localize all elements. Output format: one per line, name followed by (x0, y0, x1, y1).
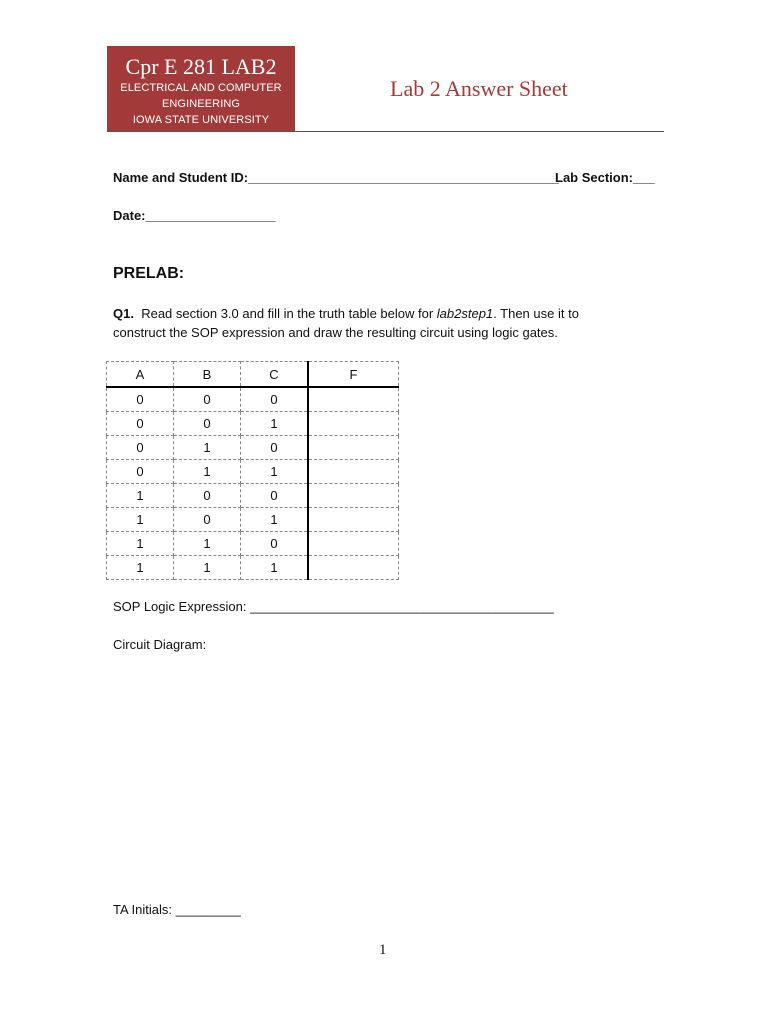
q1-circuit-name: lab2step1 (436, 306, 494, 321)
name-id-label: Name and Student ID: (113, 170, 249, 185)
name-id-row (113, 170, 559, 185)
cell-b: 1 (174, 460, 241, 484)
cell-b: 1 (174, 532, 241, 556)
course-title: Cpr E 281 LAB2 (125, 54, 277, 79)
date-label: Date: (113, 208, 146, 223)
sop-label: SOP Logic Expression: (113, 599, 251, 614)
ta-initials-blank[interactable]: _________ (175, 902, 241, 917)
q1-line-1 (113, 306, 579, 321)
lab-section-row (555, 170, 655, 185)
university-name: IOWA STATE UNIVERSITY (132, 114, 270, 126)
q1-label: Q1. (113, 306, 134, 321)
cell-f-input[interactable] (308, 436, 399, 460)
header-b: B (174, 362, 241, 388)
cell-c: 1 (241, 508, 309, 532)
cell-f-input[interactable] (308, 532, 399, 556)
cell-a: 1 (107, 484, 174, 508)
q1-text-a: Read section 3.0 and fill in the truth table below for (141, 306, 437, 321)
table-row (107, 532, 399, 556)
cell-b: 1 (174, 436, 241, 460)
sop-row (113, 599, 554, 614)
cell-a: 0 (107, 412, 174, 436)
cell-a: 1 (107, 532, 174, 556)
header-f: F (308, 362, 399, 388)
sheet-title: Lab 2 Answer Sheet (390, 76, 568, 101)
table-row (107, 508, 399, 532)
cell-c: 1 (241, 556, 309, 580)
table-row (107, 484, 399, 508)
cell-b: 0 (174, 412, 241, 436)
prelab-heading: PRELAB: (113, 265, 185, 282)
date-row (113, 208, 276, 223)
q1-text-b: . Then use it to (493, 306, 579, 321)
cell-c: 0 (241, 484, 309, 508)
cell-a: 0 (107, 460, 174, 484)
cell-c: 1 (241, 460, 309, 484)
cell-a: 0 (107, 387, 174, 412)
header-divider (107, 131, 664, 132)
truth-table (106, 361, 399, 580)
course-banner (107, 46, 295, 131)
cell-c: 0 (241, 387, 309, 412)
lab-section-label: Lab Section: (555, 170, 634, 185)
cell-a: 1 (107, 508, 174, 532)
table-row (107, 387, 399, 412)
cell-c: 0 (241, 436, 309, 460)
department-line-2: ENGINEERING (161, 98, 241, 110)
cell-f-input[interactable] (308, 508, 399, 532)
page-number: 1 (379, 942, 387, 958)
name-id-blank[interactable]: ___________________________________________ (248, 170, 559, 185)
header-a: A (107, 362, 174, 388)
cell-f-input[interactable] (308, 412, 399, 436)
cell-b: 0 (174, 387, 241, 412)
cell-f-input[interactable] (308, 387, 399, 412)
cell-b: 1 (174, 556, 241, 580)
circuit-diagram-label: Circuit Diagram: (113, 637, 207, 652)
cell-b: 0 (174, 484, 241, 508)
cell-f-input[interactable] (308, 460, 399, 484)
truth-table-header-row (107, 362, 399, 388)
sop-blank[interactable]: __________________________________________ (250, 599, 554, 614)
table-row (107, 556, 399, 580)
cell-f-input[interactable] (308, 484, 399, 508)
lab-section-blank[interactable]: ___ (633, 170, 655, 185)
cell-f-input[interactable] (308, 556, 399, 580)
ta-initials-row (113, 902, 241, 917)
circuit-diagram-area[interactable] (113, 660, 663, 890)
table-row (107, 460, 399, 484)
table-row (107, 412, 399, 436)
cell-a: 1 (107, 556, 174, 580)
table-row (107, 436, 399, 460)
cell-a: 0 (107, 436, 174, 460)
q1-line-2: construct the SOP expression and draw the resulting circuit using logic gates. (113, 325, 558, 340)
cell-c: 1 (241, 412, 309, 436)
header-c: C (241, 362, 309, 388)
cell-b: 0 (174, 508, 241, 532)
date-blank[interactable]: __________________ (145, 208, 276, 223)
department-line-1: ELECTRICAL AND COMPUTER (120, 82, 282, 94)
ta-initials-label: TA Initials: (113, 902, 176, 917)
cell-c: 0 (241, 532, 309, 556)
